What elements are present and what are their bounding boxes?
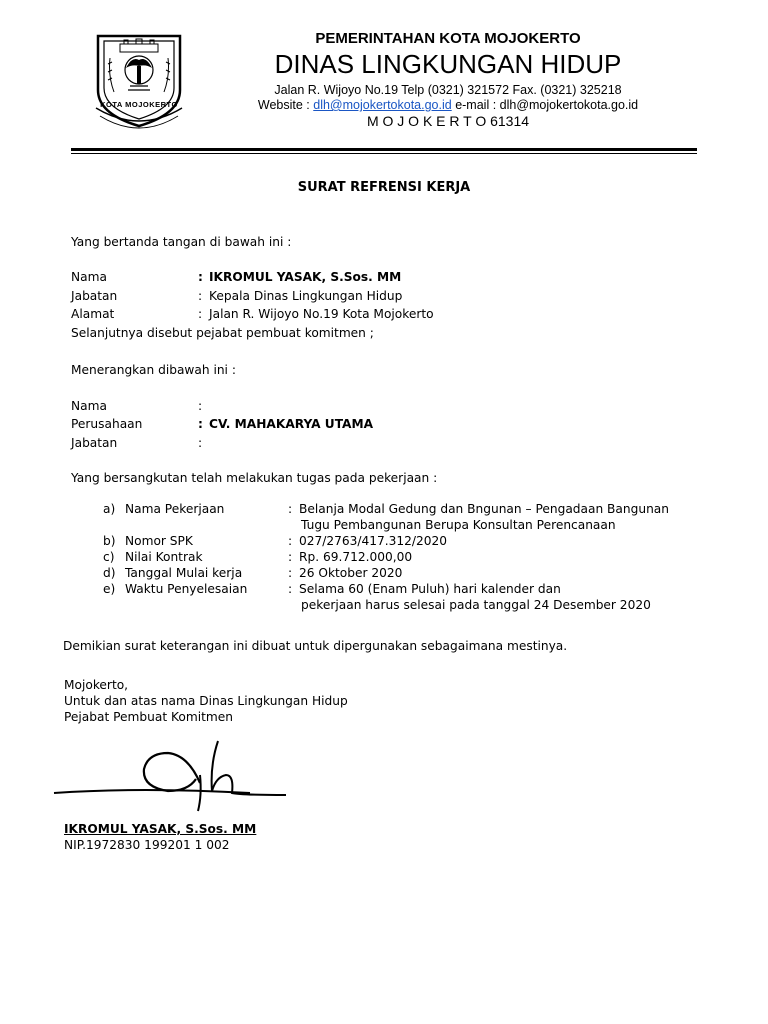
email-label: e-mail : dlh@mojokertokota.go.id <box>451 98 639 112</box>
subject-label: Perusahaan <box>71 417 143 431</box>
task-marker: a) <box>103 502 116 516</box>
signer-colon: : <box>198 289 203 303</box>
website-label: Website : <box>257 98 314 112</box>
task-value-continued: Tugu Pembangunan Berupa Konsultan Perencanaan <box>301 518 616 532</box>
task-label: Waktu Penyelesaian <box>125 582 248 596</box>
letter-title: SURAT REFRENSI KERJA <box>297 180 471 195</box>
city-postal: M O J O K E R T O 61314 <box>366 113 530 129</box>
signer-address-value: Jalan R. Wijoyo No.19 Kota Mojokerto <box>209 307 434 321</box>
handwritten-signature <box>50 735 290 815</box>
task-value: 26 Oktober 2020 <box>299 566 403 580</box>
dept-contacts <box>200 98 696 112</box>
dept-name: DINAS LINGKUNGAN HIDUP <box>274 49 622 79</box>
task-marker: d) <box>103 566 116 580</box>
closing-text: Demikian surat keterangan ini dibuat untuk dipergunakan sebagaimana mestinya. <box>63 639 568 653</box>
header-rule-thin <box>71 153 697 154</box>
signer-label: Jabatan <box>71 289 118 303</box>
task-label: Nilai Kontrak <box>125 550 203 564</box>
signer-colon: : <box>198 270 203 284</box>
task-colon: : <box>288 534 293 548</box>
header-rule-thick <box>71 148 697 151</box>
subject-company-value: CV. MAHAKARYA UTAMA <box>209 417 374 431</box>
sign-place: Mojokerto, <box>64 678 129 692</box>
task-marker: e) <box>103 582 116 596</box>
subject-colon: : <box>198 399 203 413</box>
task-label: Tanggal Mulai kerja <box>125 566 243 580</box>
subject-colon: : <box>198 436 203 450</box>
sign-on-behalf: Untuk dan atas nama Dinas Lingkungan Hidup <box>64 694 348 708</box>
task-marker: b) <box>103 534 116 548</box>
seal-ribbon-text: KOTA MOJOKERTO <box>100 100 178 109</box>
signer-colon: : <box>198 307 203 321</box>
task-label: Nomor SPK <box>125 534 193 548</box>
signer-position-value: Kepala Dinas Lingkungan Hidup <box>209 289 403 303</box>
task-value: 027/2763/417.312/2020 <box>299 534 448 548</box>
task-colon: : <box>288 550 293 564</box>
task-intro: Yang bersangkutan telah melakukan tugas pada pekerjaan : <box>71 471 438 485</box>
website-link[interactable]: dlh@mojokertokota.go.id <box>313 98 452 112</box>
signer-note: Selanjutnya disebut pejabat pembuat komitmen ; <box>71 326 374 340</box>
signer-label: Alamat <box>71 307 115 321</box>
gov-name: PEMERINTAHAN KOTA MOJOKERTO <box>315 30 581 47</box>
subject-colon: : <box>198 417 203 431</box>
task-value: Selama 60 (Enam Puluh) hari kalender dan <box>299 582 561 596</box>
signer-nip: NIP.1972830 199201 1 002 <box>64 838 230 852</box>
task-value: Rp. 69.712.000,00 <box>299 550 413 564</box>
task-label: Nama Pekerjaan <box>125 502 225 516</box>
signer-name-value: IKROMUL YASAK, S.Sos. MM <box>209 270 402 284</box>
signer-printed-name: IKROMUL YASAK, S.Sos. MM <box>64 822 257 836</box>
task-value: Belanja Modal Gedung dan Bngunan – Pengadaan Bangunan <box>299 502 669 516</box>
task-colon: : <box>288 502 293 516</box>
intro-text: Yang bertanda tangan di bawah ini : <box>71 235 292 249</box>
subject-label: Jabatan <box>71 436 118 450</box>
subject-label: Nama <box>71 399 107 413</box>
task-colon: : <box>288 566 293 580</box>
city-seal-icon <box>90 30 188 132</box>
explains-text: Menerangkan dibawah ini : <box>71 363 236 377</box>
sign-role: Pejabat Pembuat Komitmen <box>64 710 233 724</box>
signer-label: Nama <box>71 270 107 284</box>
dept-address: Jalan R. Wijoyo No.19 Telp (0321) 321572 Fax. (0321) 325218 <box>274 83 622 97</box>
task-value-continued: pekerjaan harus selesai pada tanggal 24 Desember 2020 <box>301 598 651 612</box>
task-marker: c) <box>103 550 115 564</box>
task-colon: : <box>288 582 293 596</box>
